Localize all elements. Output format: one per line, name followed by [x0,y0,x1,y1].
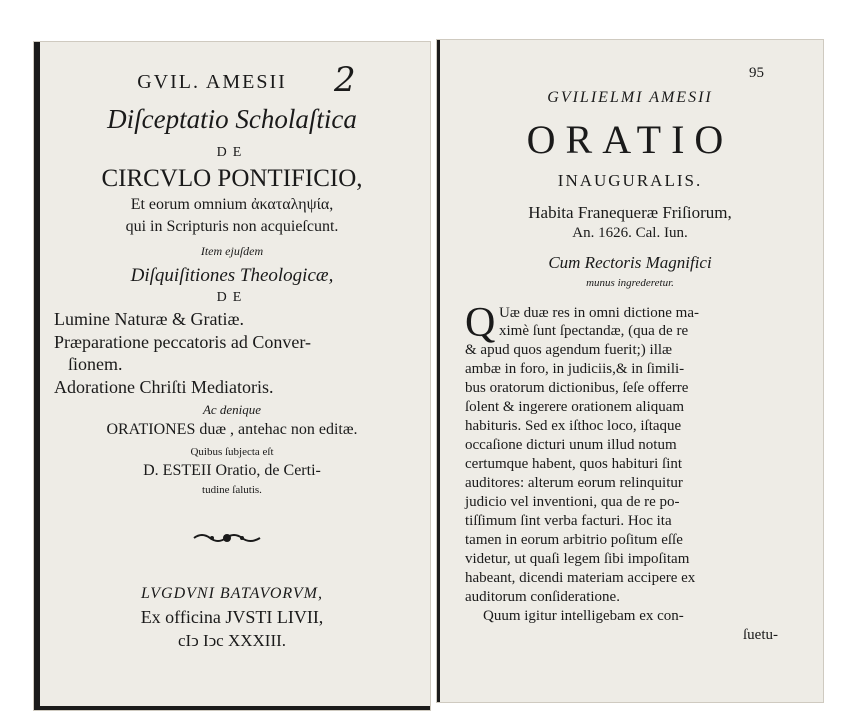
body-line: Uæ duæ res in omni dictione ma- [499,305,699,321]
body-line: judicio vel inventioni, qua de re po- [465,494,680,510]
left-title: Diſceptatio Scholaſtica [107,104,357,134]
body-line: occaſione dicturi unum illud notum [465,437,677,453]
left-item-eiusdem: Item ejuſdem [200,244,264,258]
body-line: ſuetu- [743,627,778,643]
left-adoratione: Adoratione Chriſti Mediatoris. [54,377,274,397]
body-line: & apud quos agendum fuerit;) illæ [465,342,673,358]
body-line: Quum igitur intelligebam ex con- [483,608,684,624]
body-line: tamen in eorum arbitrio poſitum eſſe [465,532,683,548]
body-line: bus oratorum dictionibus, ſeſe offerre [465,380,689,396]
left-page-bottom-edge [34,706,430,710]
right-date: An. 1626. Cal. Iun. [572,225,688,241]
left-de-2: DE [216,290,248,305]
left-page [34,42,430,710]
right-habita: Habita Franequeræ Friſiorum, [528,203,732,222]
left-disquisitiones: Diſquiſitiones Theologicæ, [130,265,334,286]
body-line: tiſſimum ſint verba facturi. Hoc ita [465,513,672,529]
body-line: habituris. Sed ex iſthoc loco, iſtaque [465,418,682,434]
body-line: certumque habent, quos habituri ſint [465,456,683,472]
left-subject: CIRCVLO PONTIFICIO, [101,165,363,192]
body-line: auditores: alterum eorum relinquitur [465,475,683,491]
left-line-scripturis: qui in Scripturis non acquieſcunt. [125,218,339,235]
drop-cap: Q [465,300,496,346]
left-page-number: 2 [334,60,356,100]
body-line: ambæ in foro, in judiciis,& in ſimili- [465,361,685,377]
right-cum-rectoris: Cum Rectoris Magnifici [548,253,712,272]
left-de-1: DE [216,145,248,160]
left-estei: D. ESTEII Oratio, de Certi- [143,462,321,479]
left-author: GVIL. AMESII [137,71,287,93]
body-line: habeant, dicendi materiam accipere ex [465,570,696,586]
right-subtitle: INAUGURALIS. [557,171,703,190]
right-page [437,40,823,702]
left-ac-denique: Ac denique [202,402,262,417]
left-tudine: tudine ſalutis. [202,484,262,496]
imprint-year: cIↄ Iↄc XXXIII. [177,631,287,650]
imprint-place: LVGDVNI BATAVORVM, [140,585,324,602]
imprint-officina: Ex officina JVSTI LIVII, [140,607,324,627]
body-line: videtur, ut quaſi legem ſibi impoſitam [465,551,690,567]
body-line: ximè ſunt ſpectandæ, (qua de re [499,323,689,339]
right-munus: munus ingrederetur. [586,277,674,289]
printers-ornament [192,530,262,546]
right-title: ORATIO [526,117,734,162]
body-line: auditorum conſideratione. [465,589,620,605]
left-quibus: Quibus ſubjecta eſt [190,446,274,458]
left-orationes: ORATIONES duæ , antehac non editæ. [106,421,358,438]
right-author: GVILIELMI AMESII [547,89,713,106]
right-page-number: 95 [749,65,764,81]
body-line: ſolent & ingerere orationem aliquam [465,399,685,415]
left-praeparatione: Præparatione peccatoris ad Conver- [54,332,312,352]
left-line-greek: Et eorum omnium ἀκαταληψία, [130,196,334,213]
left-lumine: Lumine Naturæ & Gratiæ. [54,309,244,329]
left-sionem: ſionem. [68,354,123,374]
